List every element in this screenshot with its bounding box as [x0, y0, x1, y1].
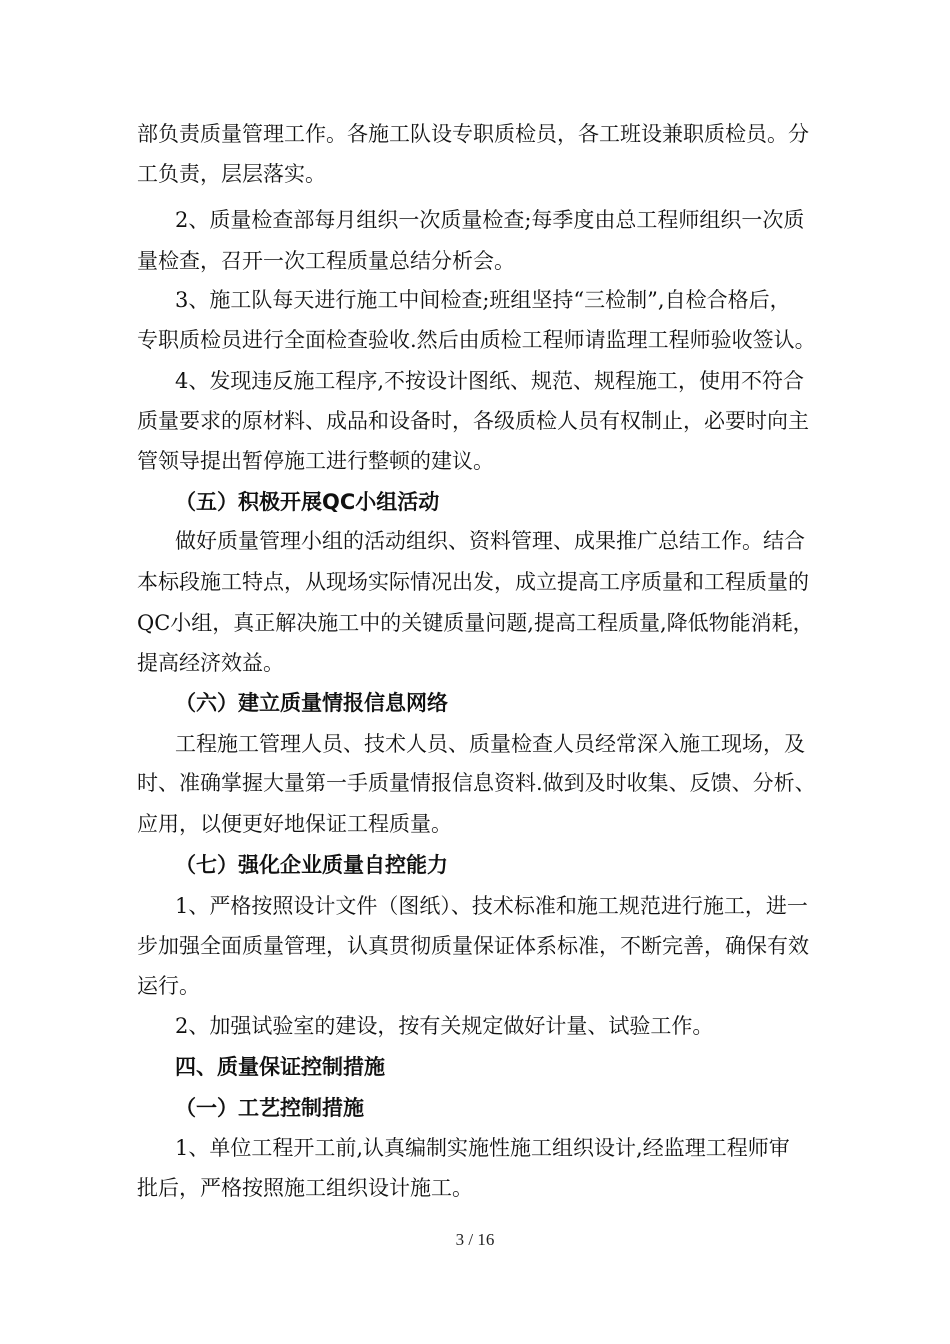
paragraph-line: 工程施工管理人员、技术人员、质量检查人员经常深入施工现场，及: [175, 732, 805, 756]
paragraph-line: 4、发现违反施工程序,不按设计图纸、规范、规程施工，使用不符合: [175, 369, 805, 393]
paragraph-line: 2、质量检查部每月组织一次质量检查;每季度由总工程师组织一次质: [175, 208, 805, 232]
section-heading: （七）强化企业质量自控能力: [175, 853, 448, 877]
paragraph-line: 部负责质量管理工作。各施工队设专职质检员，各工班设兼职质检员。分: [137, 122, 809, 146]
paragraph-line: 管领导提出暂停施工进行整顿的建议。: [137, 449, 494, 473]
section-heading: （六）建立质量情报信息网络: [175, 691, 448, 715]
paragraph-line: 专职质检员进行全面检查验收.然后由质检工程师请监理工程师验收签认。: [137, 328, 816, 352]
page-number: 3 / 16: [455, 1230, 495, 1249]
paragraph-line: 工负责，层层落实。: [137, 162, 326, 186]
paragraph-line: 运行。: [137, 974, 200, 998]
paragraph-line: 量检查，召开一次工程质量总结分析会。: [137, 249, 515, 273]
paragraph-line: 2、加强试验室的建设，按有关规定做好计量、试验工作。: [175, 1014, 714, 1038]
paragraph-line: 3、施工队每天进行施工中间检查;班组坚持“三检制”,自检合格后，: [175, 288, 791, 312]
paragraph-line: 步加强全面质量管理，认真贯彻质量保证体系标准，不断完善，确保有效: [137, 934, 809, 958]
paragraph-line: 时、准确掌握大量第一手质量情报信息资料.做到及时收集、反馈、分析、: [137, 771, 816, 795]
section-heading: 四、质量保证控制措施: [175, 1055, 385, 1079]
paragraph-line: 提高经济效益。: [137, 651, 284, 675]
subsection-heading: （一）工艺控制措施: [175, 1096, 364, 1120]
paragraph-line: 本标段施工特点，从现场实际情况出发，成立提高工序质量和工程质量的: [137, 570, 809, 594]
paragraph-line: 批后，严格按照施工组织设计施工。: [137, 1176, 473, 1200]
section-heading: （五）积极开展QC小组活动: [175, 490, 440, 514]
paragraph-line: 做好质量管理小组的活动组织、资料管理、成果推广总结工作。结合: [175, 529, 805, 553]
paragraph-line: 应用，以便更好地保证工程质量。: [137, 812, 452, 836]
paragraph-line: 1、严格按照设计文件（图纸）、技术标准和施工规范进行施工，进一: [175, 894, 808, 918]
paragraph-line: QC小组，真正解决施工中的关键质量问题,提高工程质量,降低物能消耗，: [137, 611, 814, 635]
paragraph-line: 1、单位工程开工前,认真编制实施性施工组织设计,经监理工程师审: [175, 1136, 790, 1160]
paragraph-line: 质量要求的原材料、成品和设备时，各级质检人员有权制止，必要时向主: [137, 409, 809, 433]
